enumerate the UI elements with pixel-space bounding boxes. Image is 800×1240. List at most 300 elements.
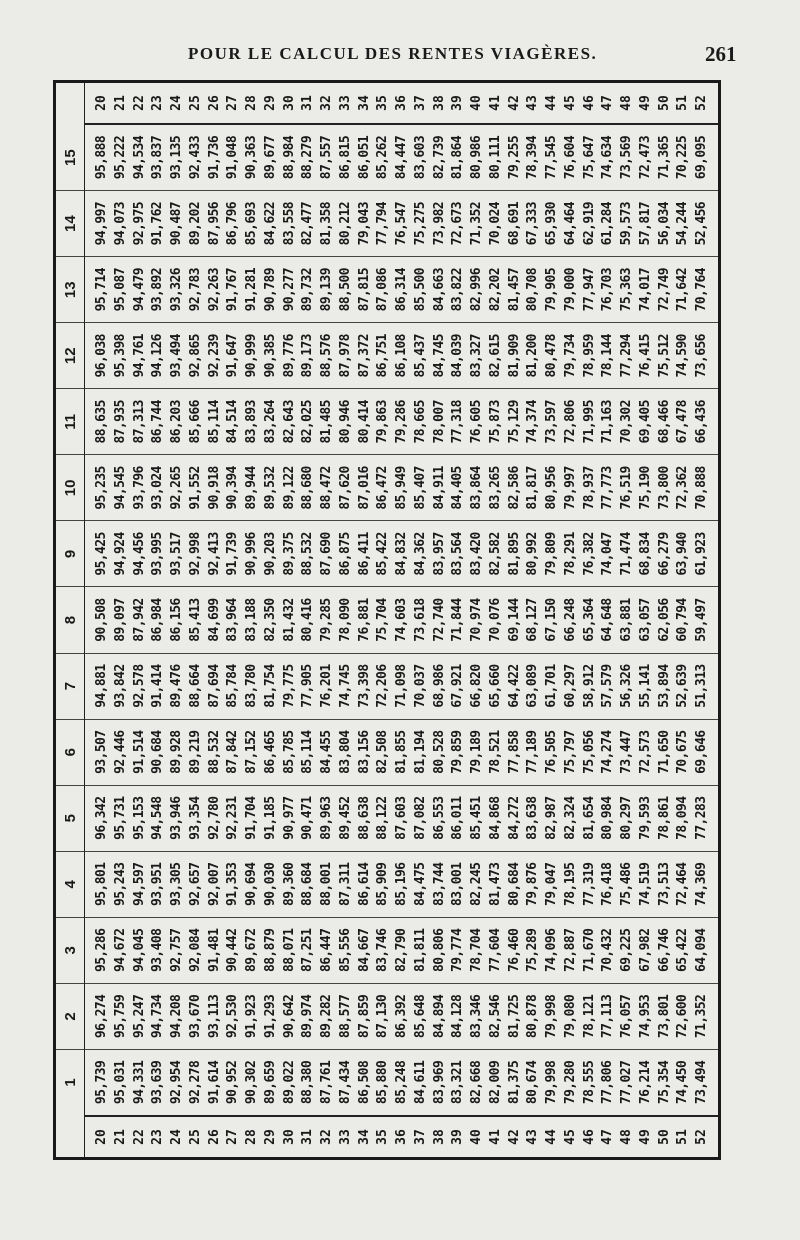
table-cell: 86,447 [319,928,334,973]
age-label: 43 [525,95,541,111]
table-cell: 79,998 [544,1060,559,1105]
table-cell: 92,954 [169,1060,184,1105]
table-cell: 80,992 [525,532,541,576]
age-label: 38 [431,1129,447,1145]
table-cell: 70,764 [694,268,709,312]
table-cell: 87,086 [375,268,391,312]
table-cell: 76,505 [544,730,559,774]
table-cell: 88,001 [319,862,334,906]
table-cell: 89,452 [337,796,353,840]
table-cell: 74,369 [694,862,709,906]
column-header: 11 [56,388,84,454]
table-cell: 89,532 [262,466,278,510]
table-cell: 93,892 [150,268,166,312]
table-cell: 89,097 [112,598,128,642]
table-cell: 91,514 [131,730,147,774]
table-cell: 82,477 [300,201,316,246]
age-label: 41 [487,95,503,111]
table-cell: 78,090 [337,598,353,642]
table-cell: 65,364 [581,598,597,642]
table-cell: 86,156 [169,598,184,642]
table-cell: 78,521 [487,730,503,774]
table-cell: 88,680 [300,466,316,510]
age-label: 35 [375,1129,391,1145]
age-label: 31 [300,95,316,111]
table-cell: 86,051 [356,135,372,180]
age-label: 33 [337,1129,353,1145]
table-cell: 73,800 [656,466,672,510]
column-header: 2 [56,983,84,1049]
column-header: 10 [56,454,84,520]
table-cell: 83,420 [469,532,484,576]
table-cell: 73,656 [694,334,709,378]
table-cell: 95,714 [94,268,109,312]
column-header: 12 [56,322,84,388]
table-cell: 85,196 [394,862,409,906]
table-cell: 87,082 [412,796,428,840]
table-cell: 65,930 [544,201,559,246]
table-cell: 86,314 [394,268,409,312]
age-label: 42 [506,95,522,111]
table-cell: 67,478 [675,400,691,444]
table-cell: 94,073 [112,201,128,246]
table-cell: 63,881 [619,598,634,642]
table-cell: 81,864 [450,135,466,180]
table-cell: 74,745 [337,664,353,708]
table-cell: 70,888 [694,466,709,510]
table-cell: 88,279 [300,135,316,180]
table-cell: 94,881 [94,664,109,708]
table-cell: 73,597 [544,400,559,444]
table-cell: 95,087 [112,268,128,312]
table-cell: 65,660 [487,664,503,708]
table-cell: 95,153 [131,796,147,840]
table-cell: 66,279 [656,532,672,576]
table-cell: 95,888 [94,135,109,180]
table-cell: 85,407 [412,466,428,510]
table-cell: 91,614 [206,1060,222,1105]
table-cell: 91,185 [262,796,278,840]
table-cell: 78,937 [581,466,597,510]
table-cell: 96,342 [94,796,109,840]
table-cell: 95,759 [112,994,128,1039]
age-label: 52 [694,1129,709,1145]
table-cell: 81,194 [412,730,428,774]
table-cell: 83,964 [225,598,241,642]
table-cell: 95,425 [94,532,109,576]
age-label: 47 [600,95,616,111]
age-label: 22 [131,1129,147,1145]
age-label: 34 [356,1129,372,1145]
table-cell: 87,130 [375,994,391,1039]
table-cell: 77,604 [487,928,503,973]
table-cell: 93,326 [169,268,184,312]
table-cell: 67,921 [450,664,466,708]
age-label: 20 [94,1129,109,1145]
age-label: 39 [450,95,466,111]
table-cell: 94,331 [131,1060,147,1105]
table-cell: 90,996 [244,532,259,576]
table-cell: 79,593 [637,796,653,840]
table-cell: 55,141 [637,664,653,708]
age-label: 40 [469,1129,484,1145]
age-label: 41 [487,1129,503,1145]
table-cell: 74,519 [637,862,653,906]
table-cell: 83,346 [469,994,484,1039]
table-cell: 82,668 [469,1060,484,1105]
table-cell: 71,650 [656,730,672,774]
table-cell: 92,865 [187,334,203,378]
table-cell: 64,094 [694,928,709,973]
table-cell: 79,774 [450,928,466,973]
age-label: 28 [244,1129,259,1145]
age-label: 21 [112,95,128,111]
age-label: 27 [225,95,241,111]
table-cell: 86,011 [450,796,466,840]
table-cell: 84,405 [450,466,466,510]
table-cell: 80,984 [600,796,616,840]
table-cell: 69,144 [506,598,522,642]
table-cell: 95,398 [112,334,128,378]
table-cell: 93,796 [131,466,147,510]
table-cell: 74,953 [637,994,653,1039]
table-column [85,983,718,1049]
table-cell: 82,643 [281,400,297,444]
table-cell: 84,663 [431,268,447,312]
table-column [85,719,718,785]
table-cell: 94,208 [169,994,184,1039]
table-cell: 85,262 [375,135,391,180]
table-cell: 93,408 [150,928,166,973]
table-cell: 81,811 [412,928,428,973]
table-cell: 88,071 [281,928,297,973]
table-cell: 84,447 [394,135,409,180]
table-cell: 88,879 [262,928,278,973]
table-cell: 81,375 [506,1060,522,1105]
table-cell: 82,996 [469,268,484,312]
table-cell: 68,834 [637,532,653,576]
table-cell: 87,978 [337,334,353,378]
table-cell: 86,751 [375,334,391,378]
table-cell: 77,318 [450,400,466,444]
table-column [85,454,718,520]
age-label: 25 [187,1129,203,1145]
table-cell: 83,969 [431,1060,447,1105]
table-cell: 89,776 [281,334,297,378]
table-cell: 72,887 [562,928,578,973]
table-cell: 85,114 [300,730,316,774]
table-cell: 87,557 [319,135,334,180]
table-cell: 61,923 [694,532,709,576]
table-cell: 94,045 [131,928,147,973]
table-cell: 92,446 [112,730,128,774]
table-cell: 83,864 [469,466,484,510]
table-cell: 56,034 [656,201,672,246]
table-cell: 79,863 [375,400,391,444]
table-cell: 80,878 [525,994,541,1039]
table-cell: 72,600 [675,994,691,1039]
table-cell: 88,638 [356,796,372,840]
running-head: POUR LE CALCUL DES RENTES VIAGÈRES. [188,44,598,63]
table-cell: 77,319 [581,862,597,906]
table-cell: 90,385 [262,334,278,378]
table-cell: 82,350 [262,598,278,642]
table-cell: 82,987 [544,796,559,840]
table-cell: 83,327 [469,334,484,378]
table-cell: 84,611 [412,1060,428,1105]
age-label: 24 [169,1129,184,1145]
table-cell: 68,691 [506,201,522,246]
table-cell: 84,699 [206,598,222,642]
table-cell: 56,326 [619,664,634,708]
table-cell: 81,432 [281,598,297,642]
table-cell: 81,654 [581,796,597,840]
table-cell: 78,144 [600,334,616,378]
table-cell: 80,956 [544,466,559,510]
table-cell: 80,946 [337,400,353,444]
table-cell: 75,512 [656,334,672,378]
table-cell: 81,473 [487,862,503,906]
age-label: 24 [169,95,184,111]
table-cell: 93,135 [169,135,184,180]
table-column [85,917,718,983]
age-label: 27 [225,1129,241,1145]
table-cell: 94,597 [131,862,147,906]
table-cell: 90,694 [244,862,259,906]
table-cell: 78,555 [581,1060,597,1105]
table-cell: 90,508 [94,598,109,642]
table-cell: 93,951 [150,862,166,906]
table-column [85,785,718,851]
table-cell: 89,659 [262,1060,278,1105]
table-cell: 81,895 [506,532,522,576]
table-cell: 92,657 [187,862,203,906]
table-cell: 89,672 [244,928,259,973]
table-cell: 86,108 [394,334,409,378]
table-cell: 85,413 [187,598,203,642]
table-cell: 77,027 [619,1060,634,1105]
table-cell: 76,605 [469,400,484,444]
table-cell: 71,474 [619,532,634,576]
table-cell: 94,734 [150,994,166,1039]
age-label: 21 [112,1129,128,1145]
table-cell: 74,017 [637,268,653,312]
table-cell: 88,532 [300,532,316,576]
table-cell: 93,507 [94,730,109,774]
table-cell: 85,648 [412,994,428,1039]
column-header: 15 [61,149,79,166]
table-cell: 93,837 [150,135,166,180]
table-cell: 79,775 [281,664,297,708]
age-label: 34 [356,95,372,111]
age-label: 45 [562,95,578,111]
table-cell: 92,231 [225,796,241,840]
table-cell: 60,794 [675,598,691,642]
table-cell: 79,734 [562,334,578,378]
table-cell: 86,875 [337,532,353,576]
table-cell: 94,534 [131,135,147,180]
age-label: 49 [637,95,653,111]
table-cell: 75,704 [375,598,391,642]
table-cell: 89,202 [187,201,203,246]
table-cell: 78,007 [431,400,447,444]
age-label: 51 [675,1129,691,1145]
table-cell: 76,703 [600,268,616,312]
table-cell: 87,935 [112,400,128,444]
table-cell: 95,801 [94,862,109,906]
table-cell: 67,982 [637,928,653,973]
table-cell: 91,762 [150,201,166,246]
table-cell: 79,997 [562,466,578,510]
table-cell: 79,286 [394,400,409,444]
table-cell: 88,532 [206,730,222,774]
table-cell: 85,451 [469,796,484,840]
table-cell: 82,546 [487,994,503,1039]
age-label: 49 [637,1129,653,1145]
table-cell: 51,313 [694,664,709,708]
table-cell: 70,225 [675,135,691,180]
table-cell: 91,481 [206,928,222,973]
age-label: 35 [375,95,391,111]
table-cell: 83,603 [412,135,428,180]
table-cell: 75,486 [619,862,634,906]
table-cell: 88,684 [300,862,316,906]
table-cell: 82,615 [487,334,503,378]
table-cell: 87,842 [225,730,241,774]
table-cell: 79,047 [544,862,559,906]
table-cell: 72,473 [637,135,653,180]
table-cell: 83,558 [281,201,297,246]
age-label: 28 [244,95,259,111]
table-cell: 57,817 [637,201,653,246]
table-cell: 84,455 [319,730,334,774]
table-cell: 88,984 [281,135,297,180]
age-label: 30 [281,95,297,111]
table-cell: 79,285 [319,598,334,642]
table-cell: 93,946 [169,796,184,840]
table-column [85,256,718,322]
table-cell: 71,642 [675,268,691,312]
table-cell: 96,274 [94,994,109,1039]
table-cell: 93,842 [112,664,128,708]
table-cell: 90,999 [244,334,259,378]
table-cell: 75,363 [619,268,634,312]
table-cell: 79,859 [450,730,466,774]
table-cell: 76,519 [619,466,634,510]
age-label: 36 [394,95,409,111]
age-label: 26 [206,95,222,111]
table-cell: 79,189 [469,730,484,774]
table-column [85,587,718,653]
column-header: 13 [56,256,84,322]
table-cell: 94,548 [150,796,166,840]
table-cell: 81,457 [506,268,522,312]
table-cell: 90,302 [244,1060,259,1105]
table-cell: 75,275 [412,201,428,246]
age-label: 39 [450,1129,466,1145]
age-label: 33 [337,95,353,111]
age-label: 37 [412,95,428,111]
table-cell: 70,037 [412,664,428,708]
table-cell: 94,456 [131,532,147,576]
table-cell: 67,150 [544,598,559,642]
age-label: 32 [319,1129,334,1145]
table-cell: 90,394 [225,466,241,510]
table-cell: 95,222 [112,135,128,180]
table-header-row [56,83,85,1157]
table-cell: 82,009 [487,1060,503,1105]
table-cell: 83,744 [431,862,447,906]
table-cell: 82,025 [300,400,316,444]
table-cell: 69,405 [637,400,653,444]
table-cell: 77,858 [506,730,522,774]
table-cell: 81,485 [319,400,334,444]
column-header: 4 [56,851,84,917]
table-cell: 94,924 [112,532,128,576]
table-cell: 78,121 [581,994,597,1039]
table-cell: 83,188 [244,598,259,642]
table-cell: 89,375 [281,532,297,576]
table-cell: 85,693 [244,201,259,246]
table-cell: 89,732 [300,268,316,312]
table-cell: 74,450 [675,1060,691,1105]
table-cell: 71,844 [450,598,466,642]
table-cell: 76,460 [506,928,522,973]
table-cell: 79,998 [544,994,559,1039]
table-cell: 75,129 [506,400,522,444]
table-cell: 78,195 [562,862,578,906]
table-cell: 68,127 [525,598,541,642]
table-cell: 85,949 [394,466,409,510]
table-cell: 80,478 [544,334,559,378]
table-cell: 68,986 [431,664,447,708]
table-cell: 91,293 [262,994,278,1039]
table-cell: 83,957 [431,532,447,576]
table-cell: 74,634 [600,135,616,180]
table-cell: 70,302 [619,400,634,444]
table-cell: 89,928 [169,730,184,774]
table-cell: 72,206 [375,664,391,708]
table-cell: 73,447 [619,730,634,774]
age-label: 51 [675,95,691,111]
table-cell: 87,942 [131,598,147,642]
table-cell: 86,796 [225,201,241,246]
table-cell: 69,095 [694,135,709,180]
table-cell: 84,475 [412,862,428,906]
table-cell: 86,553 [431,796,447,840]
table-cell: 74,047 [600,532,616,576]
table-cell: 82,202 [487,268,503,312]
table-cell: 93,517 [169,532,184,576]
table-cell: 90,442 [225,928,241,973]
table-cell: 64,464 [562,201,578,246]
table-cell: 63,940 [675,532,691,576]
table-cell: 84,362 [412,532,428,576]
table-cell: 77,806 [600,1060,616,1105]
table-cell: 73,982 [431,201,447,246]
table-cell: 78,959 [581,334,597,378]
table-cell: 72,673 [450,201,466,246]
table-cell: 84,911 [431,466,447,510]
table-cell: 75,647 [581,135,597,180]
table-cell: 80,528 [431,730,447,774]
age-label: 47 [600,1129,616,1145]
table-cell: 62,056 [656,598,672,642]
table-cell: 94,672 [112,928,128,973]
rotated-table [53,80,721,1160]
table-cell: 90,203 [262,532,278,576]
table-cell: 80,414 [356,400,372,444]
